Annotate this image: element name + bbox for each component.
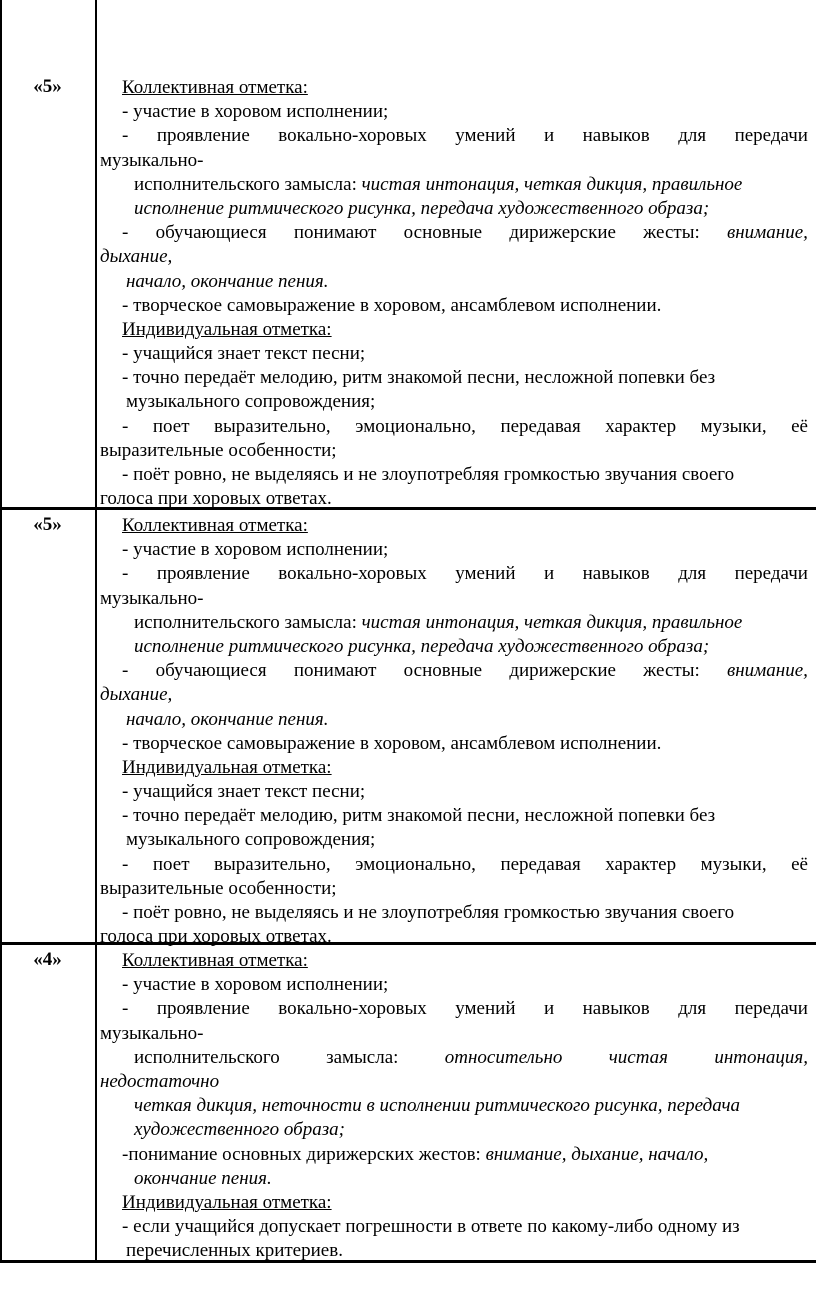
criterion-line: - точно передаёт мелодию, ритм знакомой песни, несложной попевки без [122, 367, 716, 389]
criterion-line: - творческое самовыражение в хоровом, ансамблевом исполнении. [122, 294, 662, 316]
word: проявление [156, 563, 250, 585]
criterion-line: четкая дикция, неточности в исполнении ритмического рисунка, передача [134, 1095, 741, 1117]
criterion-line: голоса при хоровых ответах. [100, 488, 332, 510]
criterion-line: - учащийся знает текст песни; [122, 781, 366, 803]
word: вокально-хоровых [278, 125, 427, 147]
word: умений [455, 563, 516, 585]
word: умений [455, 125, 516, 147]
word: характер [605, 415, 677, 437]
individual-heading: Индивидуальная отметка: [122, 756, 332, 778]
criterion-line-justified [100, 1046, 808, 1070]
criterion-line: начало, окончание пения. [126, 270, 329, 292]
word: выразительно, [214, 415, 331, 437]
word: - [122, 415, 129, 437]
individual-heading: Индивидуальная отметка: [122, 1191, 332, 1213]
word: основные [403, 660, 483, 682]
criterion-line: дыхание, [100, 684, 173, 706]
word: поет [152, 853, 190, 875]
criterion-line [100, 173, 808, 197]
word: музыки, [700, 415, 767, 437]
criterion-line-justified [100, 659, 808, 683]
text-plain: исполнительского замысла: [134, 173, 362, 195]
word: жесты: [643, 222, 700, 244]
word: - [122, 563, 129, 585]
word: её [791, 853, 808, 875]
word: - [122, 660, 129, 682]
grade-label: «5» [33, 514, 62, 535]
collective-heading: Коллективная отметка: [122, 950, 308, 971]
word: дирижерские [509, 660, 616, 682]
word: понимают [293, 660, 377, 682]
word: музыки, [700, 853, 767, 875]
word: для [678, 998, 707, 1020]
word: и [543, 998, 555, 1020]
word: обучающиеся [155, 222, 267, 244]
word: жесты: [643, 660, 700, 682]
criterion-line: музыкального сопровождения; [126, 391, 376, 413]
word: - [122, 998, 129, 1020]
criterion-line: дыхание, [100, 246, 173, 268]
criterion-line-justified [100, 124, 808, 148]
criterion-line: начало, окончание пения. [126, 708, 329, 730]
criterion-line: - участие в хоровом исполнении; [122, 974, 389, 996]
grade-label: «4» [33, 949, 62, 970]
word: исполнительского [134, 1046, 280, 1068]
criterion-line-justified [100, 997, 808, 1021]
word: передавая [500, 415, 581, 437]
word: - [122, 125, 129, 147]
criterion-line [100, 611, 808, 635]
criteria-cell [100, 514, 808, 949]
criterion-line: художественного образа; [134, 1119, 345, 1141]
criteria-cell [100, 949, 808, 1263]
criterion-line: - если учащийся допускает погрешности в ответе по какому-либо одному из [122, 1216, 740, 1238]
word: дирижерские [509, 222, 616, 244]
word: - [122, 222, 129, 244]
word: проявление [156, 998, 250, 1020]
criterion-line: музыкально- [100, 149, 204, 171]
word: и [543, 563, 555, 585]
criterion-line: - точно передаёт мелодию, ритм знакомой песни, несложной попевки без [122, 805, 716, 827]
criterion-line: - учащийся знает текст песни; [122, 343, 366, 365]
criterion-line: перечисленных критериев. [126, 1240, 343, 1262]
criterion-line: музыкально- [100, 1022, 204, 1044]
criterion-line: исполнение ритмического рисунка, передача художественного образа; [134, 197, 710, 219]
word: навыков [582, 125, 650, 147]
individual-heading: Индивидуальная отметка: [122, 318, 332, 340]
word: интонация, [714, 1046, 808, 1068]
word: передачи [734, 125, 808, 147]
word: навыков [582, 563, 650, 585]
criterion-line: - участие в хоровом исполнении; [122, 539, 389, 561]
text-italic: чистая интонация, четкая дикция, правильное [361, 173, 743, 195]
word: внимание, [727, 660, 808, 682]
criterion-line: - творческое самовыражение в хоровом, ансамблевом исполнении. [122, 732, 662, 754]
criterion-line: выразительные особенности; [100, 877, 337, 899]
word: вокально-хоровых [278, 998, 427, 1020]
criterion-line-justified [100, 853, 808, 877]
word: эмоционально, [355, 415, 476, 437]
word: для [678, 563, 707, 585]
word: умений [455, 998, 516, 1020]
criterion-line: голоса при хоровых ответах. [100, 926, 332, 948]
word: внимание, [727, 222, 808, 244]
collective-heading: Коллективная отметка: [122, 77, 308, 98]
word: эмоционально, [355, 853, 476, 875]
word: для [678, 125, 707, 147]
criteria-cell [100, 76, 808, 511]
text-italic: внимание, дыхание, начало, [485, 1143, 709, 1165]
criterion-line: - участие в хоровом исполнении; [122, 101, 389, 123]
word: навыков [582, 998, 650, 1020]
word: поет [152, 415, 190, 437]
word: передачи [734, 563, 808, 585]
word: её [791, 415, 808, 437]
criterion-line: окончание пения. [134, 1167, 272, 1189]
criterion-line-justified [100, 562, 808, 586]
word: передавая [500, 853, 581, 875]
word: понимают [293, 222, 377, 244]
criterion-line: - поёт ровно, не выделяясь и не злоупотребляя громкостью звучания своего [122, 464, 735, 485]
grade-label: «5» [33, 76, 62, 97]
word: обучающиеся [155, 660, 267, 682]
criterion-line: музыкально- [100, 587, 204, 609]
text-plain: -понимание основных дирижерских жестов: [122, 1143, 486, 1165]
word: замысла: [326, 1046, 399, 1068]
word: - [122, 853, 129, 875]
word: проявление [156, 125, 250, 147]
word: передачи [734, 998, 808, 1020]
word: выразительно, [214, 853, 331, 875]
word: характер [605, 853, 677, 875]
criterion-line [100, 1143, 808, 1167]
text-plain: исполнительского замысла: [134, 611, 362, 633]
criterion-line: - поёт ровно, не выделяясь и не злоупотребляя громкостью звучания своего [122, 902, 735, 923]
table-column-divider [95, 0, 97, 1263]
text-italic: чистая интонация, четкая дикция, правильное [361, 611, 743, 633]
word: чистая [608, 1046, 669, 1068]
word: и [543, 125, 555, 147]
criterion-line-justified [100, 221, 808, 245]
criterion-line: исполнение ритмического рисунка, передача художественного образа; [134, 635, 710, 657]
criterion-line-justified [100, 415, 808, 439]
table-left-border [0, 0, 2, 1263]
criterion-line: музыкального сопровождения; [126, 829, 376, 851]
word: основные [403, 222, 483, 244]
criterion-line: недостаточно [100, 1070, 220, 1092]
collective-heading: Коллективная отметка: [122, 515, 308, 536]
word: относительно [444, 1046, 563, 1068]
criterion-line: выразительные особенности; [100, 439, 337, 461]
word: вокально-хоровых [278, 563, 427, 585]
